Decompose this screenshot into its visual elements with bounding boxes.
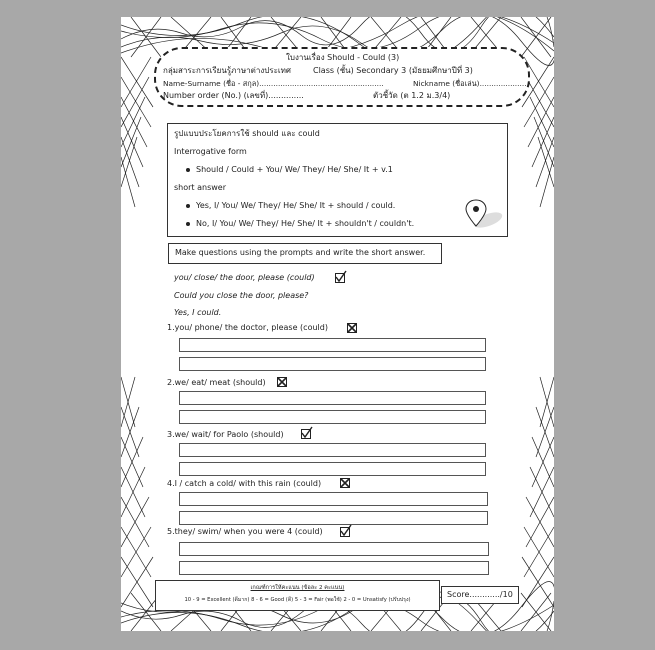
bullet — [186, 204, 190, 208]
item-4-prompt: 4.I / catch a cold/ with this rain (could) — [167, 479, 322, 488]
check-mark-icon — [301, 429, 311, 439]
bullet — [186, 168, 190, 172]
pattern-box — [167, 123, 508, 237]
example-answer: Yes, I could. — [174, 308, 222, 317]
score-box — [441, 586, 519, 604]
nickname-field: Nickname (ชื่อเล่น).................... — [413, 79, 527, 88]
answer-line-4a[interactable] — [179, 492, 488, 506]
header-box — [154, 47, 530, 107]
answer-line-1a[interactable] — [179, 338, 486, 352]
answer-line-5a[interactable] — [179, 542, 489, 556]
instruction-text: Make questions using the prompts and write the short answer. — [175, 248, 426, 257]
worksheet-title: ใบงานเรื่อง Should - Could (3) — [286, 53, 400, 62]
score-field: Score............/10 — [447, 590, 513, 599]
check-mark-icon — [340, 527, 350, 537]
example-prompt: you/ close/ the door, please (could) — [174, 273, 315, 282]
short-answer-label: short answer — [174, 183, 226, 192]
bullet — [186, 222, 190, 226]
answer-line-2a[interactable] — [179, 391, 486, 405]
item-3-prompt: 3.we/ wait/ for Paolo (should) — [167, 430, 284, 439]
number-field: Number order (No.) (เลขที่).............. — [163, 91, 304, 100]
example-question: Could you close the door, please? — [174, 291, 309, 300]
criteria-scale: 10 - 9 = Excellent (ดีมาก) 8 - 6 = Good (ดี) 5 - 3 = Fair (พอใช้) 2 - 0 = Unsatisfy (ปรับปรุง) — [184, 597, 411, 603]
answer-line-2b[interactable] — [179, 410, 486, 424]
item-2-prompt: 2.we/ eat/ meat (should) — [167, 378, 266, 387]
pattern-form: Should / Could + You/ We/ They/ He/ She/ It + v.1 — [196, 165, 393, 174]
no-pattern: No, I/ You/ We/ They/ He/ She/ It + shouldn't / couldn't. — [196, 219, 415, 228]
answer-line-4b[interactable] — [179, 511, 488, 525]
item-5-prompt: 5.they/ swim/ when you were 4 (could) — [167, 527, 323, 536]
yes-pattern: Yes, I/ You/ We/ They/ He/ She/ It + should / could. — [196, 201, 396, 210]
class-level: Class (ชั้น) Secondary 3 (มัธยมศึกษาปีที่ 3) — [313, 66, 473, 75]
criteria-title: เกณฑ์การให้คะแนน (ข้อละ 2 คะแนน) — [250, 585, 345, 591]
cross-mark-icon — [277, 377, 287, 387]
answer-line-1b[interactable] — [179, 357, 486, 371]
pattern-title: รูปแบบประโยคการใช้ should และ could — [174, 129, 320, 138]
subject-group: กลุ่มสาระการเรียนรู้ภาษาต่างประเทศ — [163, 66, 291, 75]
answer-line-5b[interactable] — [179, 561, 489, 575]
name-field: Name-Surname (ชื่อ - สกุล)..................................................... — [163, 79, 384, 88]
cross-mark-icon — [340, 478, 350, 488]
check-mark-icon — [335, 273, 345, 283]
interrogative-label: Interrogative form — [174, 147, 247, 156]
item-1-prompt: 1.you/ phone/ the doctor, please (could) — [167, 323, 328, 332]
criteria-box — [155, 580, 440, 611]
answer-line-3a[interactable] — [179, 443, 486, 457]
answer-line-3b[interactable] — [179, 462, 486, 476]
map-pin-icon — [464, 198, 506, 232]
cross-mark-icon — [347, 323, 357, 333]
instruction-box — [168, 243, 442, 264]
indicator: ตัวชี้วัด (ต 1.2 ม.3/4) — [373, 91, 451, 100]
worksheet-page — [121, 17, 554, 631]
